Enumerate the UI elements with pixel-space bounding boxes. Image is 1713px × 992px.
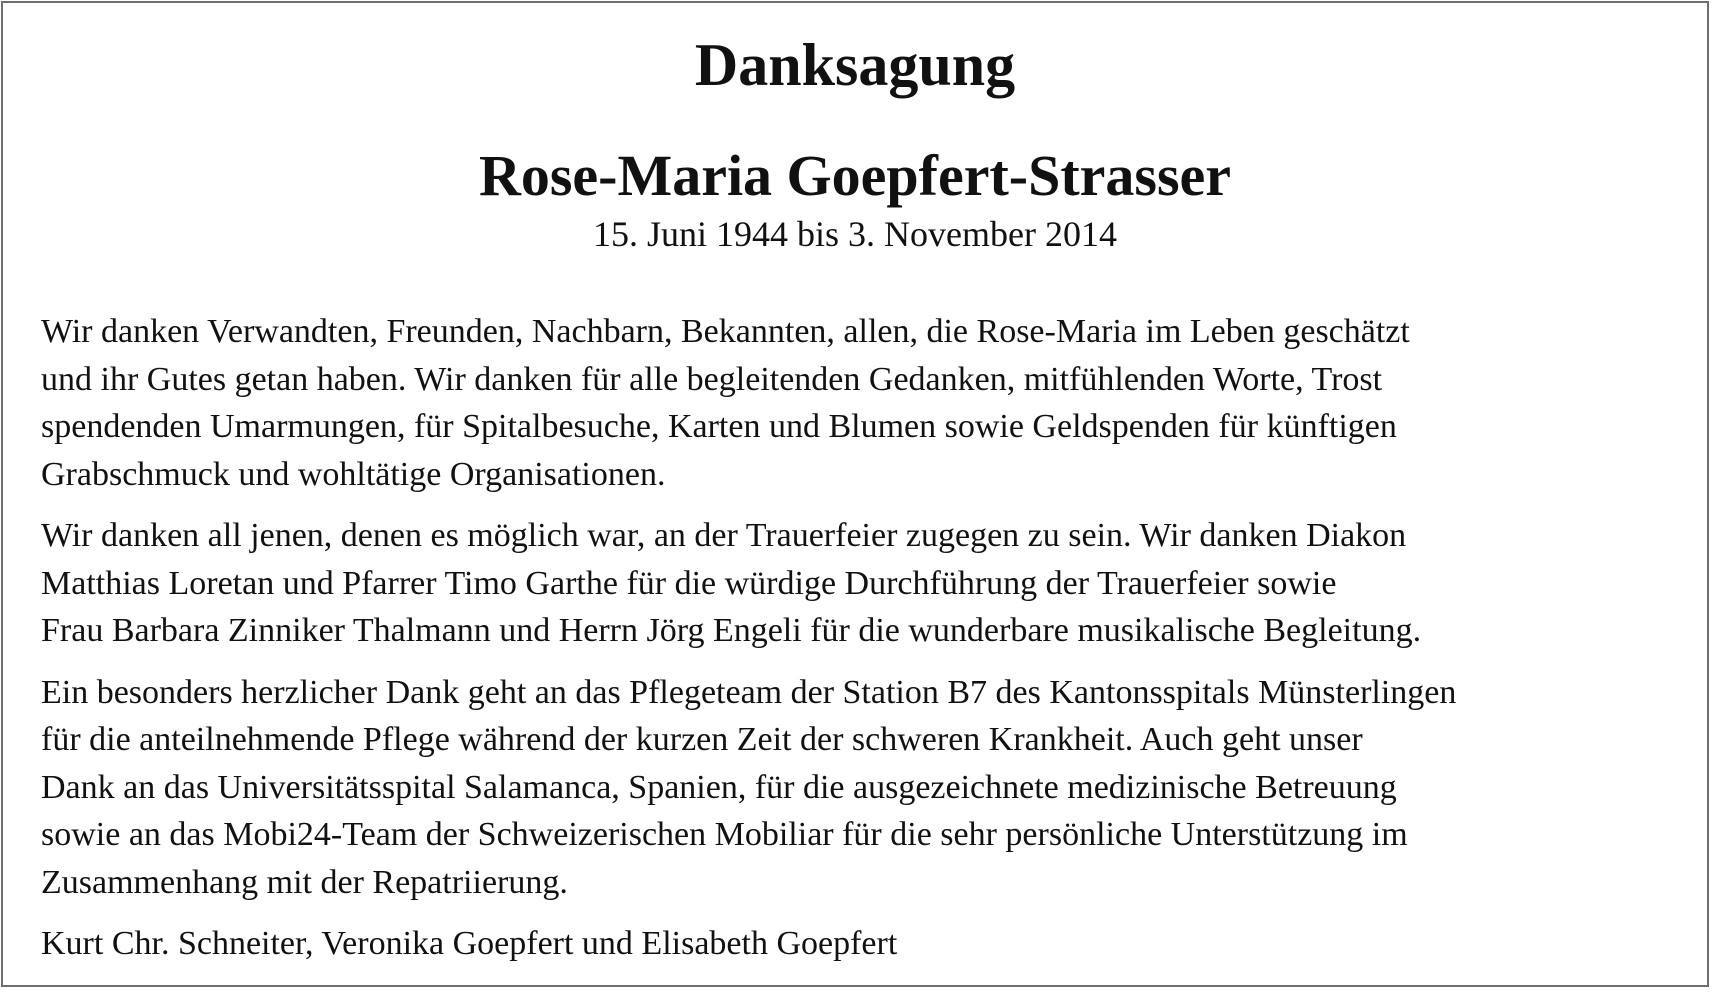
- thanks-paragraph-care: [41, 669, 1677, 907]
- thanks-paragraph-ceremony: [41, 512, 1677, 655]
- text-line: Ein besonders herzlicher Dank geht an das Pflegeteam der Station B7 des Kantonsspitals Münsterlingen: [41, 673, 1457, 711]
- life-dates: 15. Juni 1944 bis 3. November 2014: [593, 214, 1117, 254]
- text-line: Frau Barbara Zinniker Thalmann und Herrn Jörg Engeli für die wunderbare musikalische Begleitung.: [41, 612, 1422, 649]
- notice-body: [41, 308, 1677, 968]
- text-line: Dank an das Universitätsspital Salamanca, Spanien, für die ausgezeichnete medizinische Betreuung: [41, 768, 1397, 806]
- text-line: Wir danken all jenen, denen es möglich war, an der Trauerfeier zugegen zu sein. Wir danken Diakon: [41, 517, 1407, 554]
- signature-line: Kurt Chr. Schneiter, Veronika Goepfert und Elisabeth Goepfert: [41, 925, 898, 962]
- thanks-paragraph-relatives: [41, 308, 1677, 498]
- text-line: Wir danken Verwandten, Freunden, Nachbarn, Bekannten, allen, die Rose-Maria im Leben geschätzt: [41, 313, 1410, 350]
- text-line: Matthias Loretan und Pfarrer Timo Garthe für die würdige Durchführung der Trauerfeier sowie: [41, 564, 1337, 602]
- text-line: Zusammenhang mit der Repatriierung.: [41, 863, 568, 901]
- text-line: sowie an das Mobi24-Team der Schweizerischen Mobiliar für die sehr persönliche Unterstützung im: [41, 816, 1408, 853]
- obituary-notice: [1, 1, 1709, 987]
- text-line: spendenden Umarmungen, für Spitalbesuche, Karten und Blumen sowie Geldspenden für künftigen: [41, 408, 1397, 445]
- notice-title: Danksagung: [694, 32, 1016, 98]
- text-line: und ihr Gutes getan haben. Wir danken für alle begleitenden Gedanken, mitfühlenden Worte, Trost: [41, 360, 1383, 398]
- text-line: Grabschmuck und wohltätige Organisationen.: [41, 455, 666, 493]
- text-line: für die anteilnehmende Pflege während der kurzen Zeit der schweren Krankheit. Auch geht unser: [41, 721, 1363, 758]
- deceased-name: Rose-Maria Goepfert-Strasser: [478, 143, 1232, 208]
